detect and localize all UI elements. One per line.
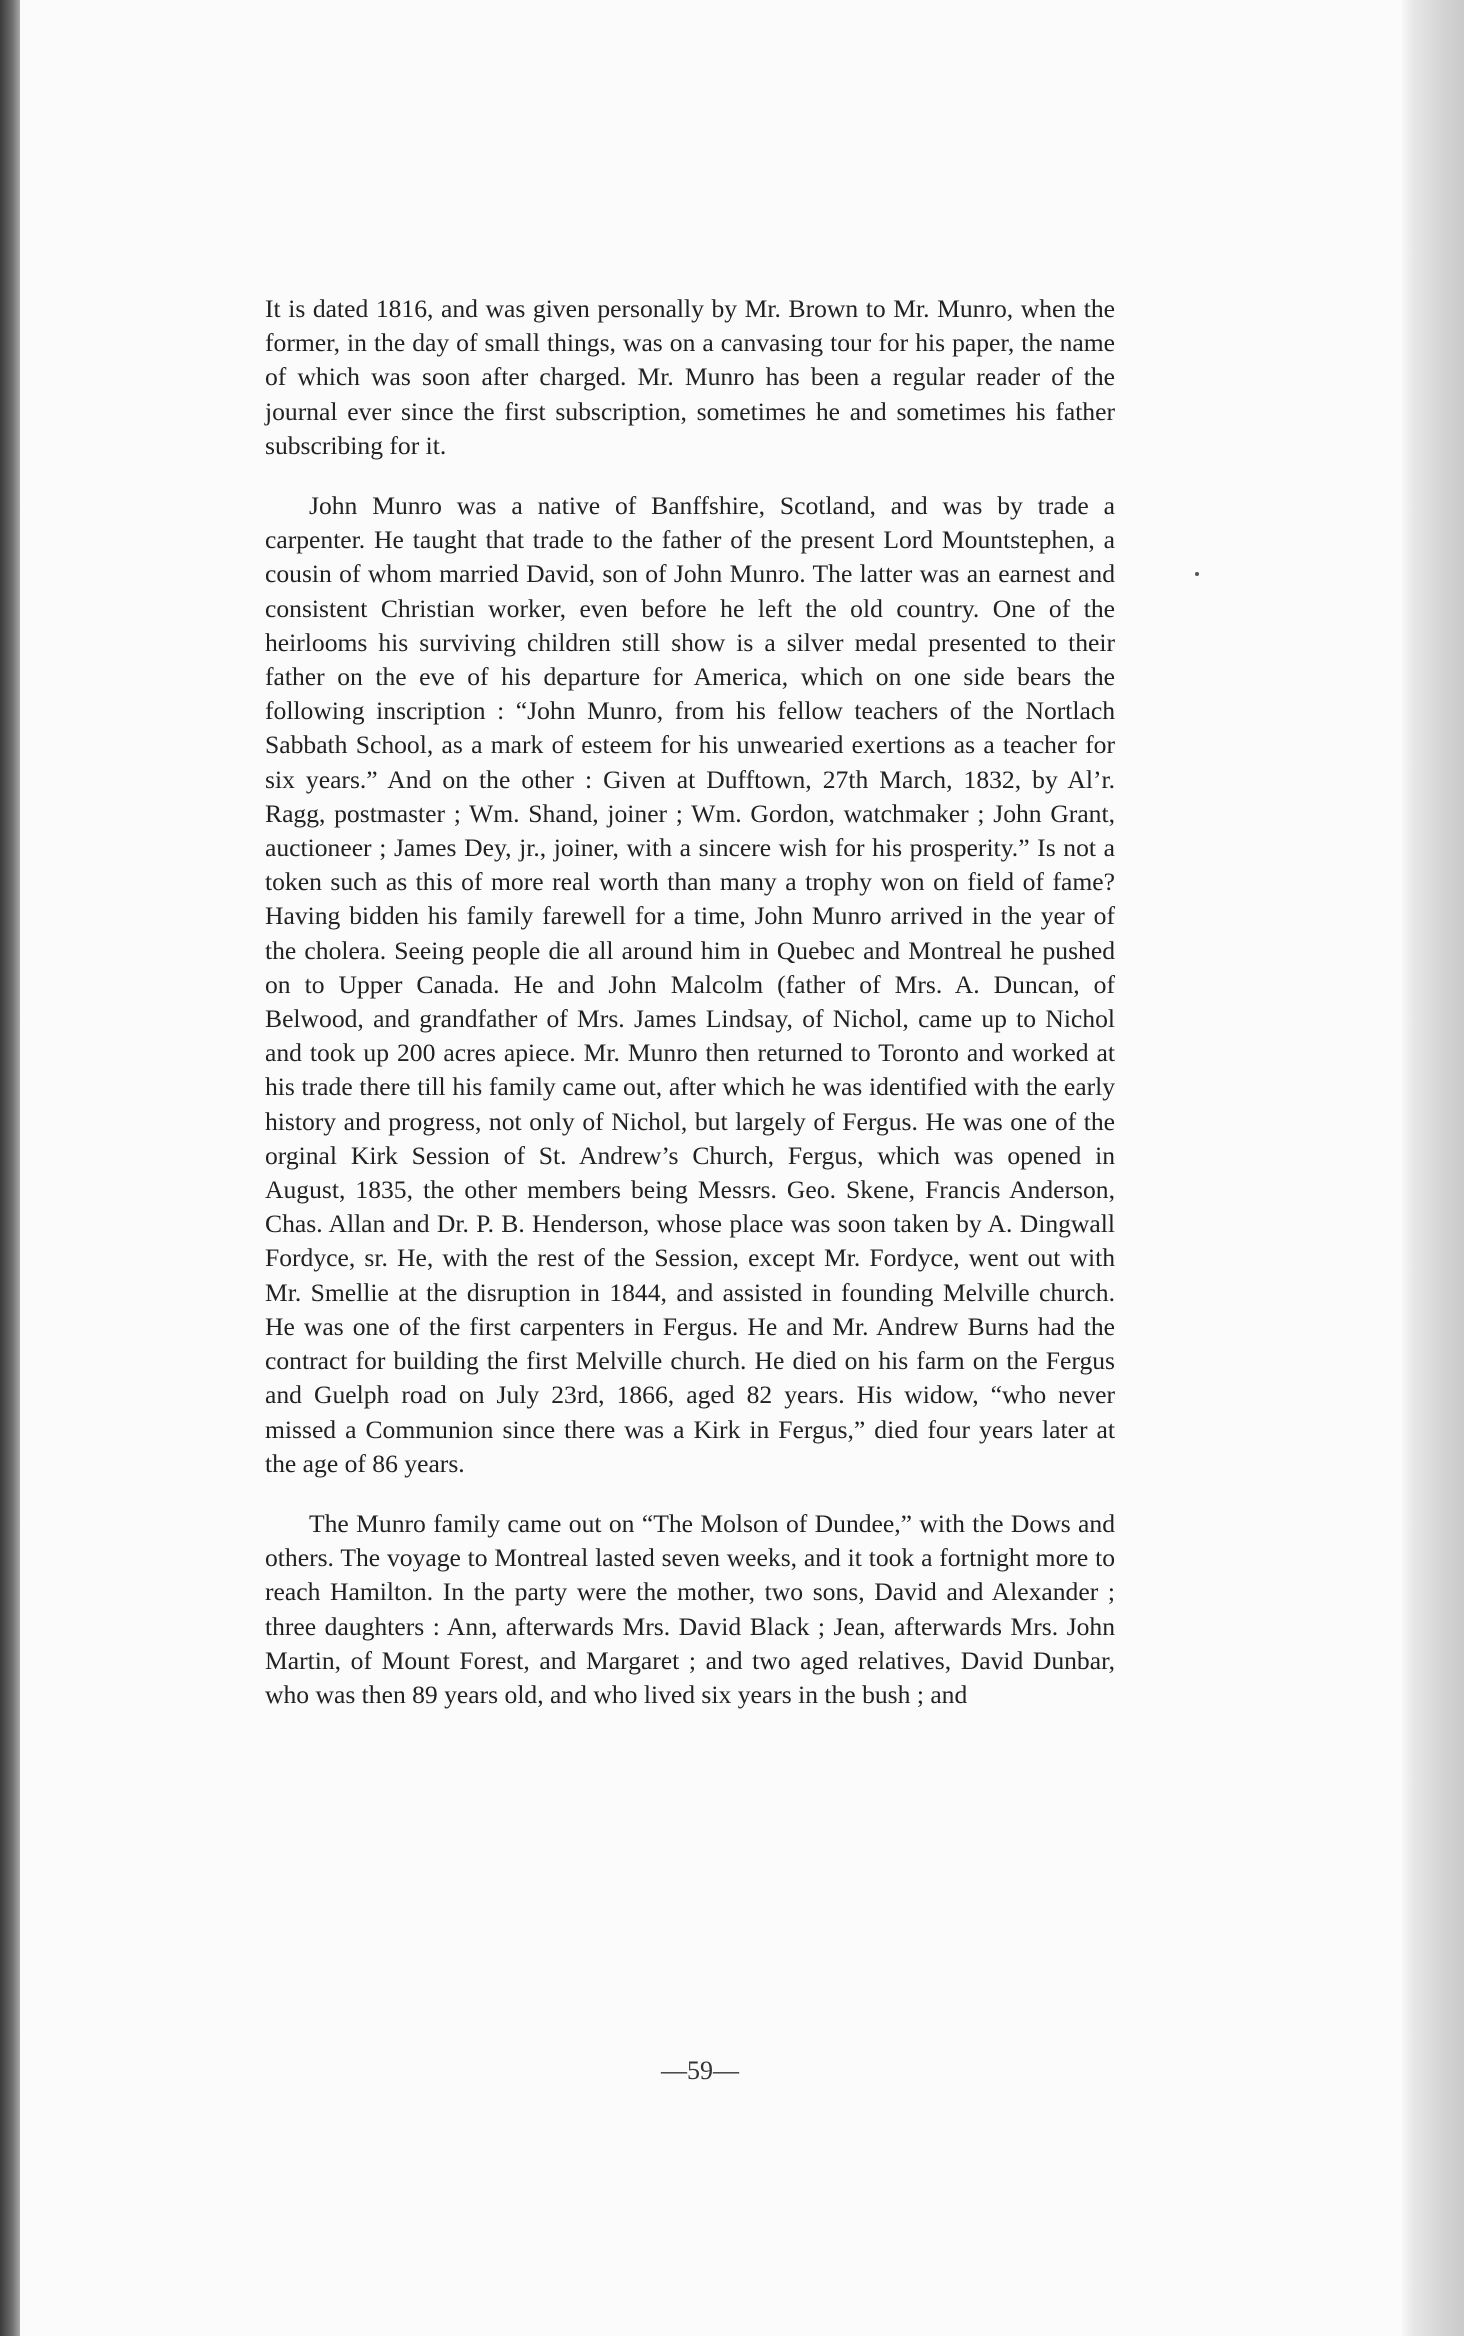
page-number: —59— — [661, 2056, 739, 2085]
book-page — [20, 0, 1402, 2336]
paragraph-1: It is dated 1816, and was given personally by Mr. Brown to Mr. Munro, when the former, in the day of small things, was on a canvasing tour for his paper, the name of which was soon after charged. Mr. Munro has been a regular reader of the journal ever since the first subscription, sometimes he and sometimes his father subscribing for it. — [265, 294, 1115, 460]
paragraph-3: The Munro family came out on “The Molson of Dundee,” with the Dows and others. The voyage to Montreal lasted seven weeks, and it took a fortnight more to reach Hamilton. In the party were the mother, two sons, David and Alexander ; three daughters : Ann, afterwards Mrs. David Black ; Jean, afterwards Mrs. John Martin, of Mount Forest, and Margaret ; and two aged relatives, David Dunbar, who was then 89 years old, and who lived six years in the bush ; and — [265, 1508, 1115, 1709]
scan-left-edge — [0, 0, 20, 2336]
stray-mark — [1195, 572, 1199, 576]
body-text — [265, 292, 1115, 1738]
paragraph-2: John Munro was a native of Banffshire, Scotland, and was by trade a carpenter. He taught that trade to the father of the present Lord Mountstephen, a cousin of whom married David, son of John Munro. The latter was an earnest and consistent Christian worker, even before he left the old country. One of the heirlooms his surviving children still show is a silver medal presented to their father on the eve of his departure for America, which on one side bears the following inscription : “John Munro, from his fellow teachers of the Nortlach Sabbath School, as a mark of esteem for his unwearied exertions as a teacher for six years.” And on the other : Given at Dufftown, 27th March, 1832, by Al’r. Ragg, postmaster ; Wm. Shand, joiner ; Wm. Gordon, watchmaker ; John Grant, auctioneer ; James Dey, jr., joiner, with a sincere wish for his prosperity.” Is not a token such as this of more real worth than many a trophy won on field of fame? Having bidden his family farewell for a time, John Munro arrived in the year of the cholera. Seeing people die all around him in Quebec and Montreal he pushed on to Upper Canada. He and John Malcolm (father of Mrs. A. Duncan, of Belwood, and grandfather of Mrs. James Lindsay, of Nichol, came up to Nichol and took up 200 acres apiece. Mr. Munro then returned to Toronto and worked at his trade there till his family came out, after which he was identified with the early history and progress, not only of Nichol, but largely of Fergus. He was one of the orginal Kirk Session of St. Andrew’s Church, Fergus, which was opened in August, 1835, the other members being Messrs. Geo. Skene, Francis Anderson, Chas. Allan and Dr. P. B. Henderson, whose place was soon taken by A. Dingwall Fordyce, sr. He, with the rest of the Session, except Mr. Fordyce, went out with Mr. Smellie at the disruption in 1844, and assisted in founding Melville church. He was one of the first carpenters in Fergus. He and Mr. Andrew Burns had the contract for building the first Melville church. He died on his farm on the Fergus and Guelph road on July 23rd, 1866, aged 82 years. His widow, “who never missed a Communion since there was a Kirk in Fergus,” died four years later at the age of 86 years. — [265, 491, 1115, 1478]
scan-right-edge — [1402, 0, 1464, 2336]
